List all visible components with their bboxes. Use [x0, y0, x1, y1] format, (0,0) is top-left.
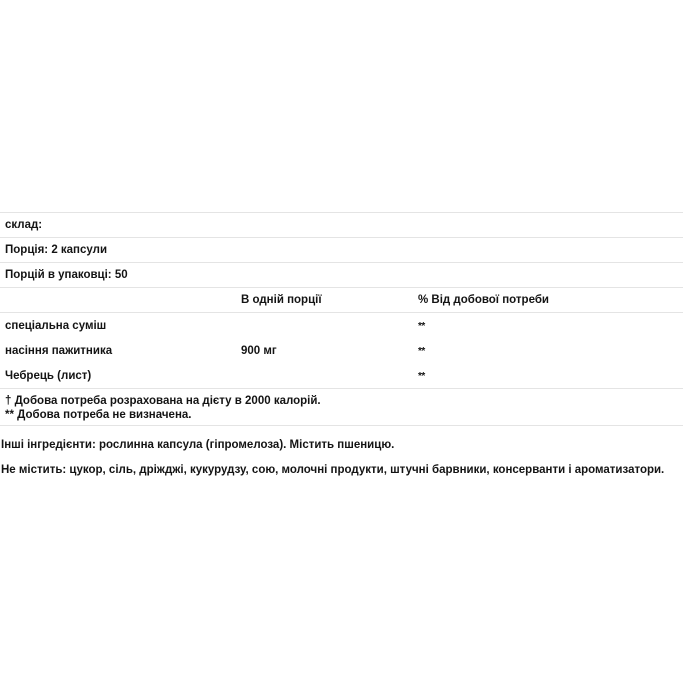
- supplement-facts-table: [0, 212, 683, 426]
- servings-per-container: Порцій в упаковці: 50: [5, 269, 128, 281]
- facts-title-row: [0, 212, 683, 237]
- serving-size-row: [0, 237, 683, 262]
- does-not-contain: Не містить: цукор, сіль, дріжджі, кукурудзу, сою, молочні продукти, штучні барвники, консерванти і ароматизатори.: [1, 464, 665, 476]
- footnote-not-established: ** Добова потреба не визначена.: [5, 409, 192, 421]
- serving-size: Порція: 2 капсули: [5, 244, 108, 256]
- additional-info: [0, 437, 664, 487]
- daily-value-column-header: % Від добової потреби: [418, 294, 549, 306]
- ingredient-amount: 900 мг: [241, 345, 277, 357]
- ingredient-name: насіння пажитника: [5, 345, 113, 357]
- ingredient-daily-value: **: [418, 371, 425, 382]
- ingredients-list: [0, 312, 683, 388]
- servings-per-container-row: [0, 262, 683, 287]
- ingredient-name: спеціальна суміш: [5, 320, 107, 332]
- column-header-row: [0, 287, 683, 312]
- amount-column-header: В одній порції: [241, 294, 322, 306]
- ingredient-row: [0, 314, 683, 339]
- ingredient-row: [0, 364, 683, 389]
- ingredient-daily-value: **: [418, 346, 425, 357]
- ingredient-row: [0, 339, 683, 364]
- facts-title: склад:: [5, 219, 43, 231]
- ingredient-daily-value: **: [418, 321, 425, 332]
- facts-footnotes: [0, 388, 683, 426]
- footnote-daily-value-basis: † Добова потреба розрахована на дієту в 2000 калорій.: [5, 395, 321, 407]
- other-ingredients: Інші інгредієнти: рослинна капсула (гіпромелоза). Містить пшеницю.: [1, 439, 395, 451]
- ingredient-name: Чебрець (лист): [5, 370, 92, 382]
